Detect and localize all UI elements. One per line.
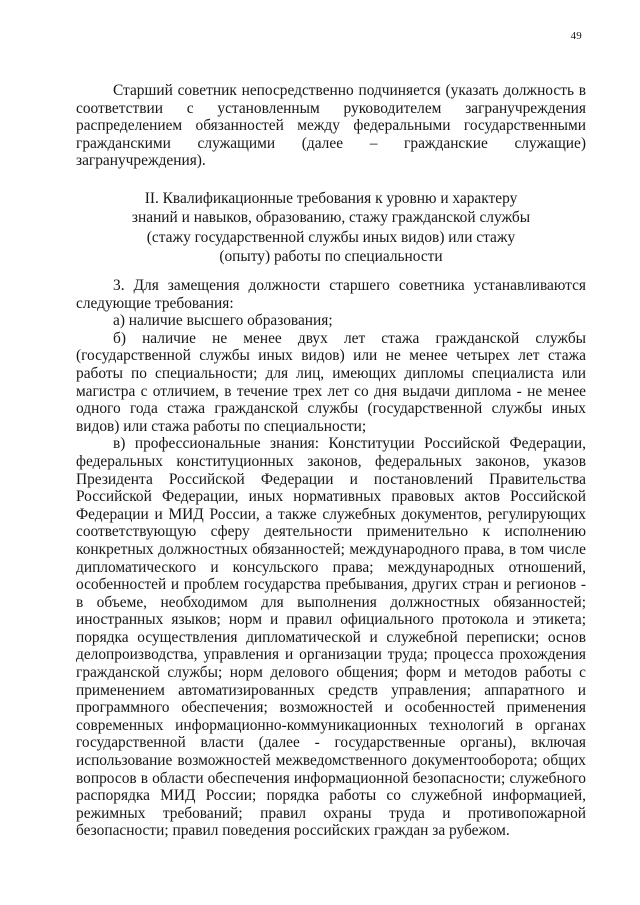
intro-paragraph: Старший советник непосредственно подчиняется (указать должность в соответствии с установленным руководителем загранучреждения распределением обязанностей между федеральными государственными гражданскими служащими (далее – гражданские служащие) загранучреждения). [76, 82, 586, 170]
page-number: 49 [570, 30, 582, 42]
section-heading-line: (опыту) работы по специальности [219, 248, 443, 266]
requirement-knowledge: в) профессиональные знания: Конституции Российской Федерации, федеральных конституционных законов, федеральных законов, указов Президента Российской Федерации и постановлений Правительства Российской Федерации, иных нормативных правовых актов Российской Федерации и МИД России, а также служебных документов, регулирующих соответствующую сферу деятельности применительно к исполнению конкретных должностных обязанностей; международного права, в том числе дипломатического и консульского права; международных отношений, особенностей и проблем государства пребывания, других стран и регионов - в объеме, необходимом для выполнения должностных обязанностей; иностранных языков; норм и правил официального протокола и этикета; порядка осуществления дипломатической и служебной переписки; основ делопроизводства, управления и организации труда; процесса прохождения гражданской службы; норм делового общения; форм и методов работы с применением автоматизированных средств управления; аппаратного и программного обеспечения; возможностей и особенностей применения современных информационно-коммуникационных технологий в органах государственной власти (далее - государственные органы), включая использование возможностей межведомственного документооборота; общих вопросов в области обеспечения информационной безопасности; служебного распорядка МИД России; порядка работы со служебной информацией, режимных требований; правил охраны труда и противопожарной безопасности; правил поведения российских граждан за рубежом. [76, 435, 586, 840]
intro-block [76, 82, 586, 170]
requirement-education: а) наличие высшего образования; [113, 312, 333, 330]
requirements-intro-paragraph: 3. Для замещения должности старшего советника устанавливаются следующие требования: [76, 277, 586, 312]
section-heading-line: II. Квалификационные требования к уровню и характеру [144, 190, 518, 207]
requirements-block [76, 277, 586, 840]
section-heading-line: (стажу государственной службы иных видов) или стажу [146, 228, 516, 246]
section-heading-line: знаний и навыков, образованию, стажу гражданской службы [131, 209, 531, 227]
section-heading [100, 189, 562, 267]
requirement-experience: б) наличие не менее двух лет стажа гражданской службы (государственной службы иных видов) или не менее четырех лет стажа работы по специальности; для лиц, имеющих дипломы специалиста или магистра с отличием, в течение трех лет со дня выдачи диплома - не менее одного года стажа гражданской службы (государственной службы иных видов) или стажа работы по специальности; [76, 329, 586, 435]
